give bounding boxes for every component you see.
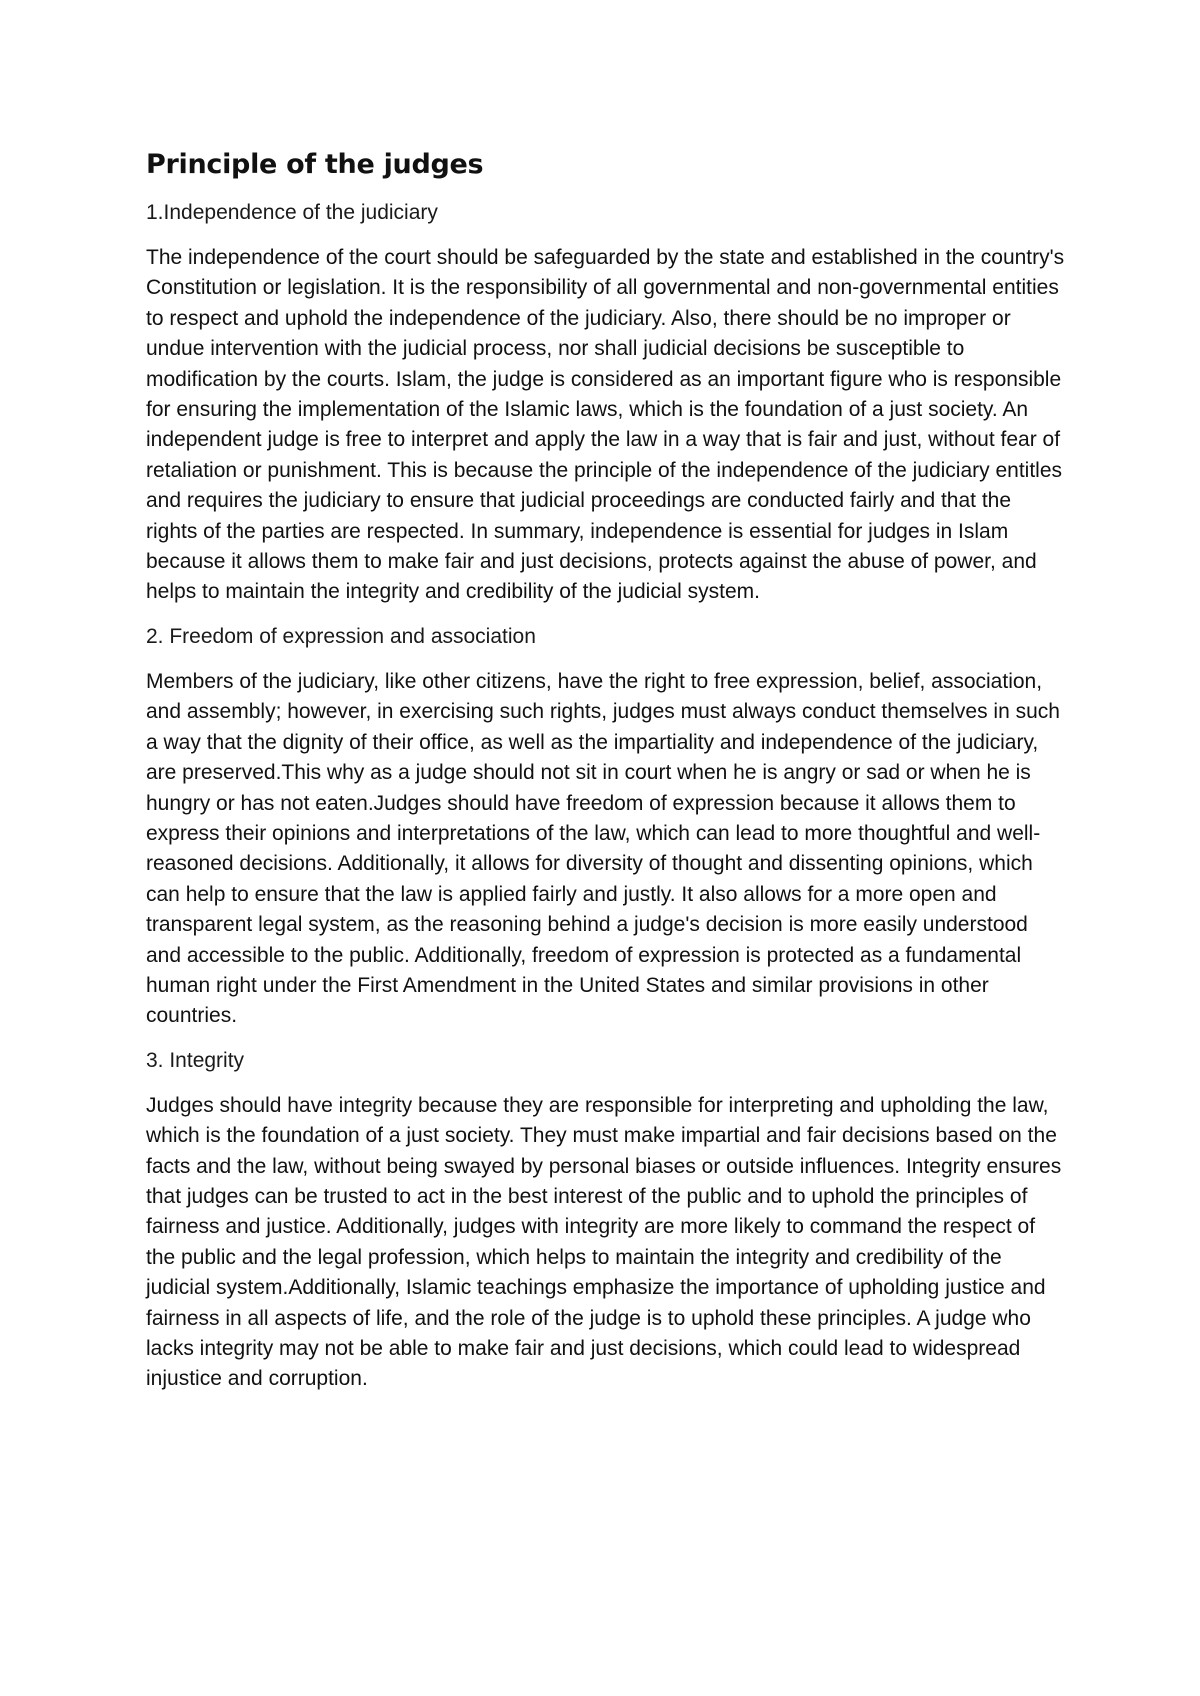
section-heading-independence: 1.Independence of the judiciary (146, 201, 438, 224)
document-content (146, 148, 1066, 1409)
section-heading-integrity: 3. Integrity (146, 1048, 245, 1072)
section-heading-freedom: 2. Freedom of expression and association (146, 624, 536, 648)
section-body-integrity: Judges should have integrity because they are responsible for interpreting and upholding the law, which is the foundation of a just society. They must make impartial and fair decisions based on the facts and the law, without being swayed by personal biases or outside influences. Integrity ensures that judges can be trusted to act in the best interest of the public and to uphold the principles of fairness and justice. Additionally, judges with integrity are more likely to command the respect of the public and the legal profession, which helps to maintain the integrity and credibility of the judicial system.Additionally, Islamic teachings emphasize the importance of upholding justice and fairness in all aspects of life, and the role of the judge is to uphold these principles. A judge who lacks integrity may not be able to make fair and just decisions, which could lead to widespread injustice and corruption. (146, 1093, 1062, 1391)
section-body-freedom: Members of the judiciary, like other citizens, have the right to free expression, belief, association, and assembly; however, in exercising such rights, judges must always conduct themselves in such a way that the dignity of their office, as well as the impartiality and independence of the judiciary, are preserved.This why as a judge should not sit in court when he is angry or sad or when he is hungry or has not eaten.Judges should have freedom of expression because it allows them to express their opinions and interpretations of the law, which can lead to more thoughtful and well-reasoned decisions. Additionally, it allows for diversity of thought and dissenting opinions, which can help to ensure that the law is applied fairly and justly. It also allows for a more open and transparent legal system, as the reasoning behind a judge's decision is more easily understood and accessible to the public. Additionally, freedom of expression is protected as a fundamental human right under the First Amendment in the United States and similar provisions in other countries. (146, 669, 1060, 1028)
document-title: Principle of the judges (146, 149, 484, 180)
section-body-independence: The independence of the court should be safeguarded by the state and established in the country's Constitution or legislation. It is the responsibility of all governmental and non-governmental entities to respect and uphold the independence of the judiciary. Also, there should be no improper or undue intervention with the judicial process, nor shall judicial decisions be susceptible to modification by the courts. Islam, the judge is considered as an important figure who is responsible for ensuring the implementation of the Islamic laws, which is the foundation of a just society. An independent judge is free to interpret and apply the law in a way that is fair and just, without fear of retaliation or punishment. This is because the principle of the independence of the judiciary entitles and requires the judiciary to ensure that judicial proceedings are conducted fairly and that the rights of the parties are respected. In summary, independence is essential for judges in Islam because it allows them to make fair and just decisions, protects against the abuse of power, and helps to maintain the integrity and credibility of the judicial system. (146, 246, 1065, 604)
